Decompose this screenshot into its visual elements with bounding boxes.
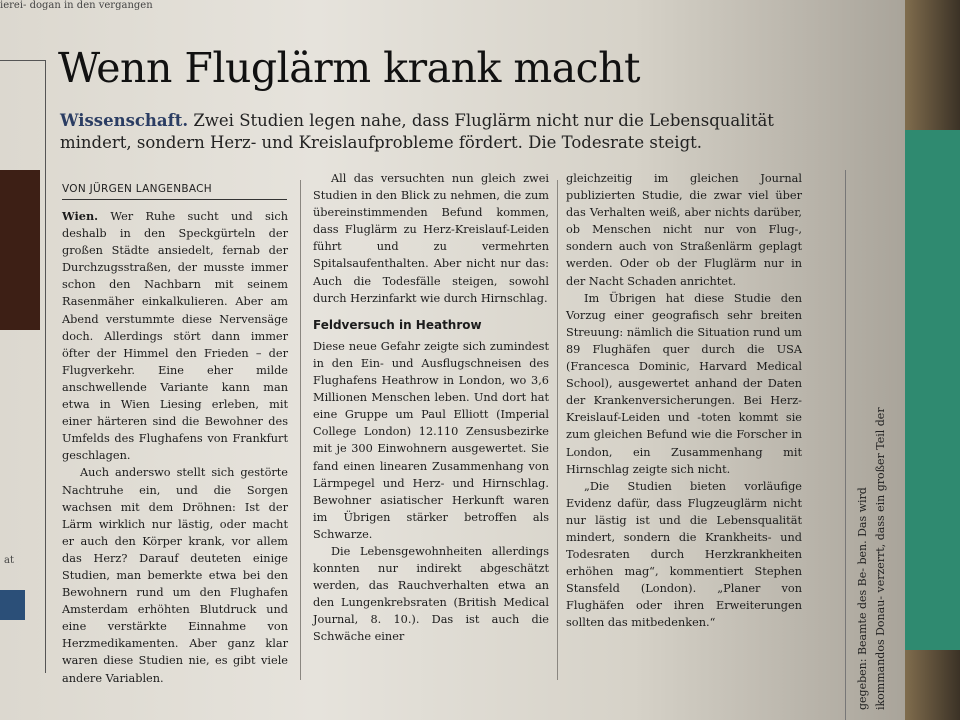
headline: Wenn Fluglärm krank macht	[58, 44, 641, 92]
lead-paragraph	[60, 110, 820, 154]
lead-text: Zwei Studien legen nahe, dass Fluglärm nicht nur die Lebensqualität mindert, sondern Herz- und Kreislaufprobleme fördert. Die Todesrate steigt.	[60, 111, 774, 152]
paragraph: gleichzeitig im gleichen Journal publizierten Studie, die zwar viel über das Verhalten weiß, aber nichts darüber, ob Menschen nicht nur von Flug-, sondern auch von Straßenlärm geplagt werden. Oder ob der Fluglärm nur in der Nacht Schaden anrichtet.	[566, 172, 802, 288]
paragraph: All das versuchten nun gleich zwei Studien in den Blick zu nehmen, die zum übereinstimmenden Befund kommen, dass Fluglärm zu Herz-Kreislauf-Leiden führt und zu vermehrten Spitalsaufenthalten. Aber nicht nur das: Auch die Todesfälle steigen, sowohl durch Herzinfarkt wie durch Hirnschlag.	[313, 172, 549, 305]
column-divider	[300, 180, 301, 680]
left-column-fragment: at	[4, 555, 14, 566]
background-green-object	[900, 130, 960, 650]
column-divider	[557, 180, 558, 680]
paragraph	[62, 208, 288, 464]
kicker: Wissenschaft.	[60, 111, 189, 130]
top-strip-text: ierei- dogan in den vergangen	[0, 0, 153, 11]
right-fragment-line-1: gegeben: Beamte des Be- ben. Das wird	[856, 487, 869, 710]
left-photo	[0, 170, 40, 330]
article-column-1	[62, 208, 288, 687]
left-blue-image	[0, 590, 25, 620]
article-column-2	[313, 170, 549, 646]
paragraph: „Die Studien bieten vorläufige Evidenz dafür, dass Flugzeuglärm nicht nur lästig ist und die Lebensqualität mindert, sondern die Krankheits- und Todesraten durch Herzkrankheiten erhöhen mag“, kommentiert Stephen Stansfeld (London). „Planer von Flughäfen oder ihren Erweiterungen sollten das mitbedenken.“	[566, 479, 802, 630]
dateline: Wien.	[62, 209, 99, 223]
byline: VON JÜRGEN LANGENBACH	[62, 183, 287, 200]
right-fragment-line-2: ikommandos Donau- verzerrt, dass ein großer Teil der	[874, 407, 887, 710]
paragraph: Im Übrigen hat diese Studie den Vorzug einer geografisch sehr breiten Streuung: nämlich die Situation rund um 89 Flughäfen quer durch die USA (Francesca Dominic, Harvard Medical School), ausgewertet anhand der Daten der Krankenversicherungen. Bei Herz-Kreislauf-Leiden und -toten kommt sie zum gleichen Befund wie die Forscher in London, ein Zusammenhang mit Hirnschlag zeigte sich nicht.	[566, 291, 802, 476]
paragraph: Auch anderswo stellt sich gestörte Nachtruhe ein, und die Sorgen wachsen mit dem Dröhnen: Ist der Lärm wirklich nur lästig, oder macht er auch den Körper krank, vor allem das Herz? Darauf deuteten einige Studien, man bemerkte etwa bei den Bewohnern rund um den Flughafen Amsterdam erhöhten Blutdruck und eine verstärkte Einnahme von Herzmedikamenten. Aber ganz klar waren diese Studien nie, es gibt viele andere Variablen.	[62, 466, 288, 685]
left-column-frame	[0, 60, 46, 673]
right-adjacent-column	[845, 170, 901, 720]
article-column-3	[566, 170, 802, 632]
paragraph: Die Lebensgewohnheiten allerdings konnten nur indirekt abgeschätzt werden, das Rauchverhalten etwa an den Lungenkrebsraten (British Medical Journal, 8. 10.). Das ist auch die Schwäche einer	[313, 544, 549, 644]
subheading: Feldversuch in Heathrow	[313, 317, 482, 332]
paragraph: Diese neue Gefahr zeigte sich zumindest in den Ein- und Ausflugschneisen des Flughafens Heathrow in London, wo 3,6 Millionen Menschen leben. Und dort hat eine Gruppe um Paul Elliott (Imperial College London) 12.110 Zensusbezirke mit je 300 Einwohnern ausgewertet. Sie fand einen linearen Zusammenhang von Lärmpegel und Herz- und Hirnschlag. Bewohner asiatischer Herkunft waren im Übrigen stärker betroffen als Schwarze.	[313, 339, 549, 541]
paragraph-text: Wer Ruhe sucht und sich deshalb in den Speckgürteln der großen Städte ansiedelt, fernab der Durchzugsstraßen, der musste immer schon den Nachbarn mit seinem Rasenmäher einkalkulieren. Aber am Abend verstummte diese Nervensäge doch. Allerdings stört dann immer öfter der Himmel den Frieden – der Flugverkehr. Eine eher milde anschwellende Variante kann man etwa in Wien Liesing erleben, mit einer härteren sind die Bewohner des Umfelds des Flughafens von Frankfurt geschlagen.	[62, 210, 288, 463]
